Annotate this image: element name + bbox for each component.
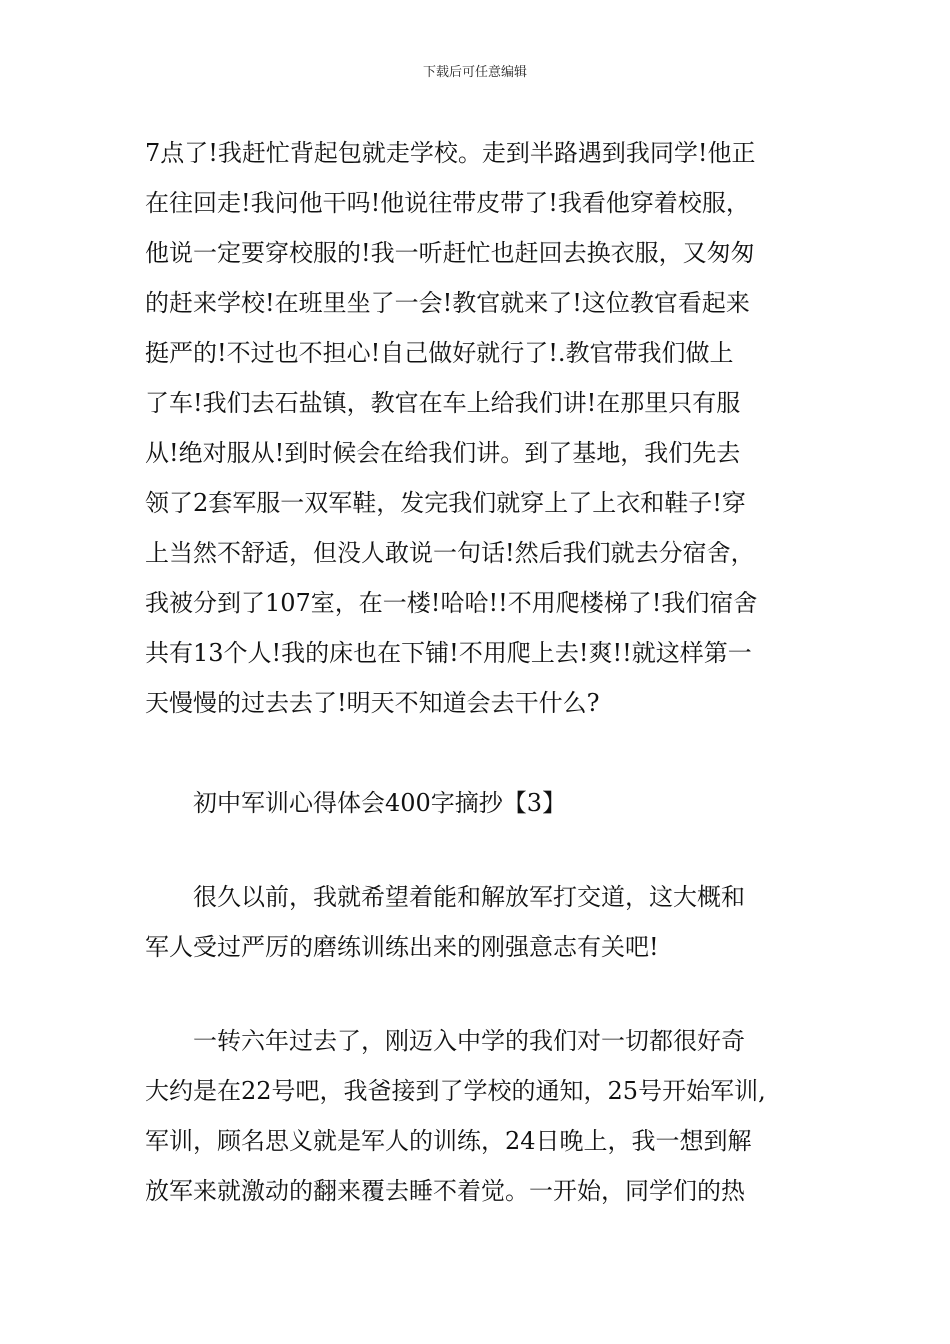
text-line: 他说一定要穿校服的!我一听赶忙也赶回去换衣服，又匆匆 (145, 239, 755, 267)
paragraph (145, 872, 825, 972)
text-line: 共有13个人!我的床也在下铺!不用爬上去!爽!!就这样第一 (145, 639, 752, 667)
text-line: 了车!我们去石盐镇，教官在车上给我们讲!在那里只有服 (145, 389, 741, 417)
text-line: 的赶来学校!在班里坐了一会!教官就来了!这位教官看起来 (145, 289, 750, 317)
text-line: 一转六年过去了，刚迈入中学的我们对一切都很好奇 (145, 1027, 745, 1055)
text-line: 大约是在22号吧，我爸接到了学校的通知，25号开始军训, (145, 1077, 766, 1105)
paragraph (145, 1016, 825, 1216)
page-header: 下载后可任意编辑 (422, 65, 527, 80)
section-heading (145, 778, 825, 828)
text-line: 上当然不舒适，但没人敢说一句话!然后我们就去分宿舍， (145, 539, 755, 567)
text-line: 天慢慢的过去去了!明天不知道会去干什么? (145, 689, 600, 717)
text-line: 军训，顾名思义就是军人的训练，24日晚上，我一想到解 (145, 1127, 752, 1155)
paragraph-continued (145, 128, 825, 728)
text-line: 7点了!我赶忙背起包就走学校。走到半路遇到我同学!他正 (145, 139, 756, 167)
text-line: 在往回走!我问他干吗!他说往带皮带了!我看他穿着校服， (145, 189, 750, 217)
text-line: 我被分到了107室，在一楼!哈哈!!不用爬楼梯了!我们宿舍 (145, 589, 758, 617)
text-line: 从!绝对服从!到时候会在给我们讲。到了基地，我们先去 (145, 439, 741, 467)
text-line: 放军来就激动的翻来覆去睡不着觉。一开始，同学们的热 (145, 1177, 745, 1205)
text-line: 很久以前，我就希望着能和解放军打交道，这大概和 (145, 883, 745, 911)
text-line: 领了2套军服一双军鞋，发完我们就穿上了上衣和鞋子!穿 (145, 489, 746, 517)
section-heading-text: 初中军训心得体会400字摘抄【3】 (145, 789, 567, 817)
text-line: 挺严的!不过也不担心!自己做好就行了!.教官带我们做上 (145, 339, 734, 367)
text-line: 军人受过严厉的磨练训练出来的刚强意志有关吧! (145, 933, 659, 961)
